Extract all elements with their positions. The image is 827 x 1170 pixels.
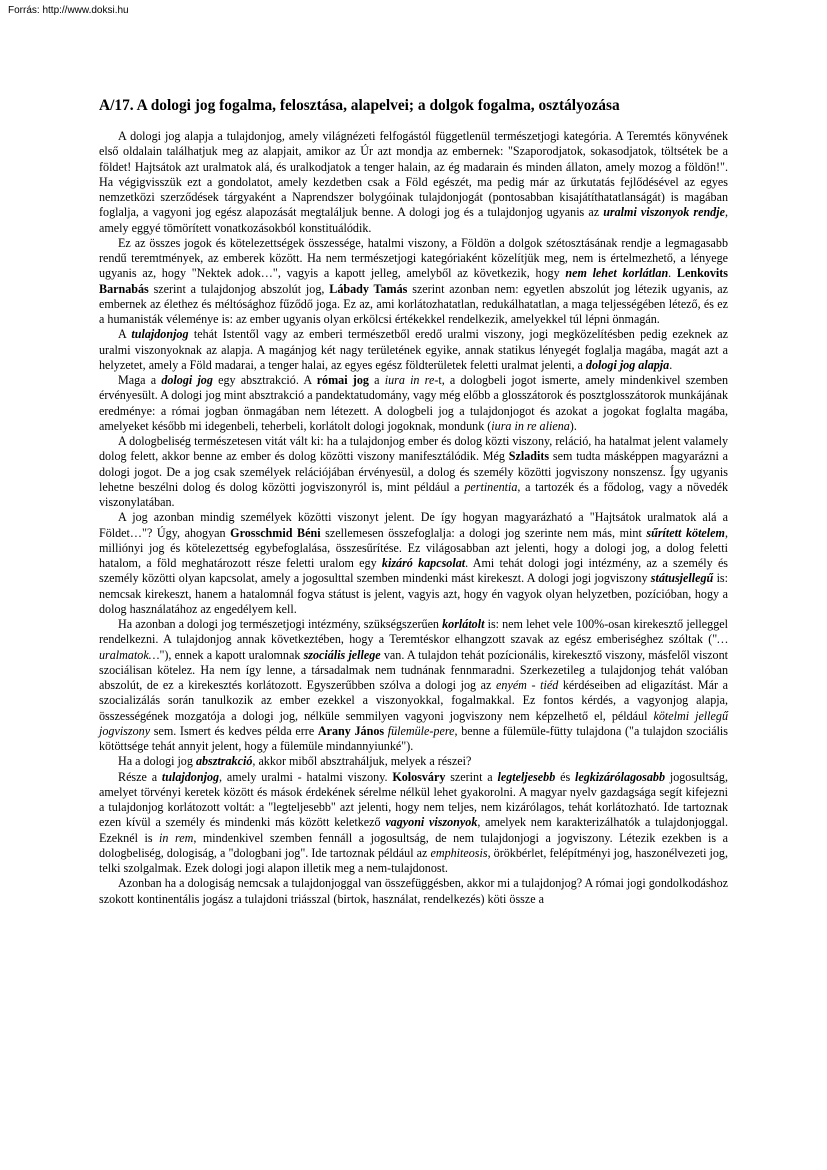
paragraph-text: szerint a tulajdonjog abszolút jog, [148, 281, 330, 296]
paragraph-text: Ez az összes jogok és kötelezettségek összessége, hatalmi viszony, a Földön a dolgok szétosztásának rendje a legmagasabb rendű teremtmények, az emberek között. Ha nem természetjogi kategóriaként közelítjük meg, nem is értelmezhető, a lényege ugyanis az, hogy "Nektek adok…", vagyis a kapott jelleg, amelyből az következik, hogy [99, 235, 728, 281]
emphasis-text: iura in re [384, 373, 435, 387]
paragraph-text: tehát Istentől vagy az emberi természetből eredő uralmi viszony, jogi megközelítésben pedig ezeknek az uralmi viszonyoknak az alapja. A magánjog két nagy területének egyike, annak statikus lényegét foglalja magába, magát azt a helyzetet, amely a Föld madarai, a tenger halai, az egyes egész földterületek feletti uralmat jelenti, a [99, 327, 728, 372]
emphasis-text: legteljesebb [497, 769, 556, 784]
paragraph [99, 876, 728, 907]
paragraph-text: sem. Ismert és kedves példa erre [150, 723, 318, 738]
paragraph [99, 617, 728, 754]
paragraph [99, 510, 728, 617]
emphasis-text: dologi jog [161, 373, 213, 387]
paragraph-text: szerint azonban nem: egyetlen abszolút jog létezik ugyanis, az embernek az élethez és méltósághoz fűződő joga. Ez az, ami korlátozhatatlan, redukálhatatlan, a maga teljességében létező, és ez a humanisták véleménye is: az ember ugyanis olyan erkölcsi értékekkel rendelkezik, amelyekkel túl lépni önmagán. [99, 281, 728, 326]
paragraph-text: Része a [118, 769, 162, 784]
paragraph-text: jogosultság, amelyet törvényi keretek között és mások érdekének sérelme nélkül lehet gyakorolni. A magyar nyelv gazdagsága segít kifejezni a tulajdonjog korlátozott voltát: a "legteljesebb" azt jelenti, hogy nem teljes, nem kizárólagos, tehát korlátozható. Ide tartoznak ezen kívül a személy és mindenki más között keletkező [99, 769, 728, 830]
emphasis-text: tulajdonjog [131, 327, 189, 342]
emphasis-text: Grosschmid Béni [230, 525, 321, 540]
emphasis-text: kizáró kapcsolat [381, 556, 466, 570]
paragraph-text: is: nem lehet vele 100%-osan kirekesztő jelleggel rendelkezni. A tulajdonjog annak következtében, hogy a Teremtéskor elhangzott szavak az egész emberiséghez szóltak (" [99, 617, 728, 647]
paragraph-text: Azonban ha a dologiság nemcsak a tulajdonjoggal van összefüggésben, akkor mi a tulajdonjog? A római jogi gondolkodáshoz szokott kontinentális jogász a tulajdoni triásszal (birtok, használat, rendelkezés) köti össze a [99, 876, 728, 906]
paragraph [99, 434, 728, 510]
paragraph-text: , amely uralmi - hatalmi viszony. [219, 769, 393, 784]
document-page [99, 96, 728, 907]
emphasis-text: szociális jellege [303, 647, 381, 662]
emphasis-text: legkizárólagosabb [574, 769, 666, 784]
paragraph [99, 236, 728, 328]
paragraph-text: -t, a dologbeli jogot ismerte, amely mindenkivel szemben érvényesült. A dologi jog mint absztrakció a pandektatudomány, vagy még előbb a glosszátorok és posztglosszátorok munkájának eredménye: a római jogban önmagában nem létezett. A dologbeli jog a tulajdonjogot és azokat a jogokat foglalta magába, amelyeket később mi idegenbeli, teherbeli, korlátolt dologi jogoknak, mondunk ( [99, 373, 729, 433]
paragraph-text: sem tudta másképpen magyarázni a dologi jogot. De a jog csak személyek relációjában érvényesül, a dolog és személy közötti jogviszony nonszensz. Így ugyanis lehetne beszélni dolog és dolog közötti jogviszonyról is, mint például a [99, 449, 728, 494]
paragraph-text: , benne a fülemüle-fütty tulajdona ("a tulajdon szociális kötöttsége tehát annyit jelent, hogy a fülemüle mindannyiunké"). [99, 723, 728, 753]
emphasis-text: enyém - tiéd [496, 678, 559, 692]
paragraph-text: Maga a [118, 373, 162, 387]
paragraph [99, 327, 728, 373]
paragraph [99, 129, 728, 236]
paragraph-text: . [669, 357, 673, 372]
paragraph-text: van. A tulajdon tehát pozícionális, kirekesztő viszony, másfelől viszont szociálisan kötelez. Ha nem így lenne, a társadalmak nem tudnának fennmaradni. Szerkezetileg a tulajdonjog tehát valóban abszolút, de ez a kirekesztés korlátozott. Egyszerűbben szólva a dologi jog az [99, 647, 728, 692]
emphasis-text: absztrakció [195, 754, 253, 769]
emphasis-text: pertinentia [464, 479, 518, 494]
paragraph-text: , a tartozék és a fődolog, vagy a növedék viszonylatában. [99, 479, 728, 509]
emphasis-text: Kolosváry [392, 769, 446, 784]
emphasis-text: Arany János [317, 723, 385, 738]
paragraph-text: A [118, 327, 132, 342]
paragraph-text: szellemesen összefoglalja: a dologi jog szerinte nem más, mint [320, 525, 647, 540]
emphasis-text: státusjellegű [650, 571, 714, 586]
paragraph-text: , mindenkivel szemben fennáll a jogosultság, de nem tulajdonjogi a jogviszony. Létezik ezekben is a dologbeliség, dologiság, a "dologbani jog". Ide tartoznak például az [99, 830, 728, 860]
emphasis-text: kötelmi jellegű jogviszony [99, 708, 728, 738]
emphasis-text: emphiteosis [430, 845, 488, 860]
paragraph-text: kérdéseiben ad eligazítást. Már a szocializálás során tanulkozik az ember ezekkel a viszonyokkal, fogalmakkal. Ez fontos kérdés, a vagyonjog alapja, összességének mozgatója a dologi jog, nélküle semmilyen vagyoni jogviszony nem képzelhető el, például [99, 678, 728, 723]
emphasis-text: nem lehet korlátlan [565, 266, 669, 281]
paragraph-text: , amelyek nem karakterizálhatók a tulajdonjoggal. Ezeknél is [99, 815, 728, 845]
paragraph [99, 373, 728, 434]
paragraph-text: ). [569, 418, 577, 433]
emphasis-text: Szladits [508, 449, 550, 464]
paragraph-text: A dologi jog alapja a tulajdonjog, amely világnézeti felfogástól függetlenül természetjogi kategória. A Teremtés könyvének első oldalain találhatjuk meg az alapjait, amikor az Úr azt mondja az embernek: "Szaporodjatok, sokasodjatok, töltsétek be a földet! Hajtsátok azt uralmatok alá, és uralkodjatok a tenger halain, az ég madarain és minden állaton, amely mozog a földön!". Ha végigvisszük ezt a gondolatot, amely kezdetben csak a Föld egészét, ma pedig már az űrkutatás fejlődésével az egyes nemzetközi szerződések tárgyaként a Naprendszer bolygóinak tulajdonjogát (pontosabban kisajátíthatatlanságát) is magában foglalja, a vagyoni jog egész alapozását megtaláljuk benne. A dologi jog és a tulajdonjog ugyanis az [99, 129, 728, 220]
paragraph-text: . Ami tehát dologi jogi intézmény, az a személy és személy közötti olyan kapcsolat, amely a jogosulttal szemben mindenki mást kirekeszt. A dologi jogi jogviszony [99, 556, 729, 586]
emphasis-text: Lábady Tamás [329, 281, 408, 296]
paragraph-text: a [368, 373, 385, 387]
emphasis-text: uralmi viszonyok rendje [603, 205, 725, 220]
paragraph-text: egy absztrakció. A [212, 373, 317, 387]
paragraph-text: "), ennek a kapott uralomnak [159, 647, 304, 662]
paragraph-text: , akkor miből absztraháljuk, melyek a részei? [252, 754, 472, 769]
emphasis-text: …uralmatok… [99, 632, 728, 662]
paragraph [99, 770, 728, 877]
source-line: Forrás: http://www.doksi.hu [8, 5, 129, 16]
emphasis-text: in rem [159, 830, 194, 845]
emphasis-text: Lenkovits Barnabás [99, 266, 728, 296]
paragraph [99, 754, 728, 769]
emphasis-text: sűrített kötelem [646, 525, 725, 540]
paragraph-text: A dologbeliség természetesen vitát vált ki: ha a tulajdonjog ember és dolog közti viszony, reláció, ha hatalmat jelent valamely dolog felett, akkor benne az ember és dolog közötti viszony manifesztálódik. Még [99, 434, 728, 464]
paragraph-text: A jog azonban mindig személyek közötti viszonyt jelent. De így hogyan magyarázható a "Hajtsátok uralmatok alá a Földet…"? Úgy, ahogyan [99, 510, 728, 540]
paragraph-text: is: nemcsak kirekeszt, hanem a hatalomnál fogva státust is jelent, vagyis azt, hogy én vagyok olyan helyzetben, pozícióban, hogy a dolog használatához az engedélyem kell. [99, 571, 728, 616]
emphasis-text: fülemüle-pere [387, 723, 455, 738]
paragraph-text: Ha azonban a dologi jog természetjogi intézmény, szükségszerűen [118, 617, 443, 631]
paragraph-text: , milliónyi jog és kötelezettség egybefoglalása, összesűrítése. Ez világosabban azt jelenti, hogy a dologi jog, a dolog feletti hatalom, a föld meghatározott része feletti uralom egy [99, 525, 728, 570]
emphasis-text: vagyoni viszonyok [385, 815, 478, 830]
paragraph-text: és [555, 769, 575, 784]
paragraph-text: szerint a [445, 769, 498, 784]
paragraph-text: , amely eggyé tömörített vonatkozásokból konstituálódik. [99, 205, 728, 235]
paragraph-text: , örökbérlet, felépítményi jog, haszonélvezeti jog, telki szolgalmak. Ezek dologi jogi alapon illetik meg a nem-tulajdonost. [99, 845, 728, 875]
paragraph-text: Ha a dologi jog [118, 754, 196, 769]
emphasis-text: dologi jog alapja [585, 357, 670, 372]
emphasis-text: római jog [316, 373, 369, 387]
emphasis-text: korlátolt [442, 617, 485, 631]
page-title: A/17. A dologi jog fogalma, felosztása, alapelvei; a dolgok fogalma, osztályozása [99, 97, 620, 114]
emphasis-text: iura in re aliena [491, 418, 570, 433]
emphasis-text: tulajdonjog [161, 769, 220, 784]
document-body [99, 129, 728, 907]
paragraph-text: . [668, 266, 677, 281]
